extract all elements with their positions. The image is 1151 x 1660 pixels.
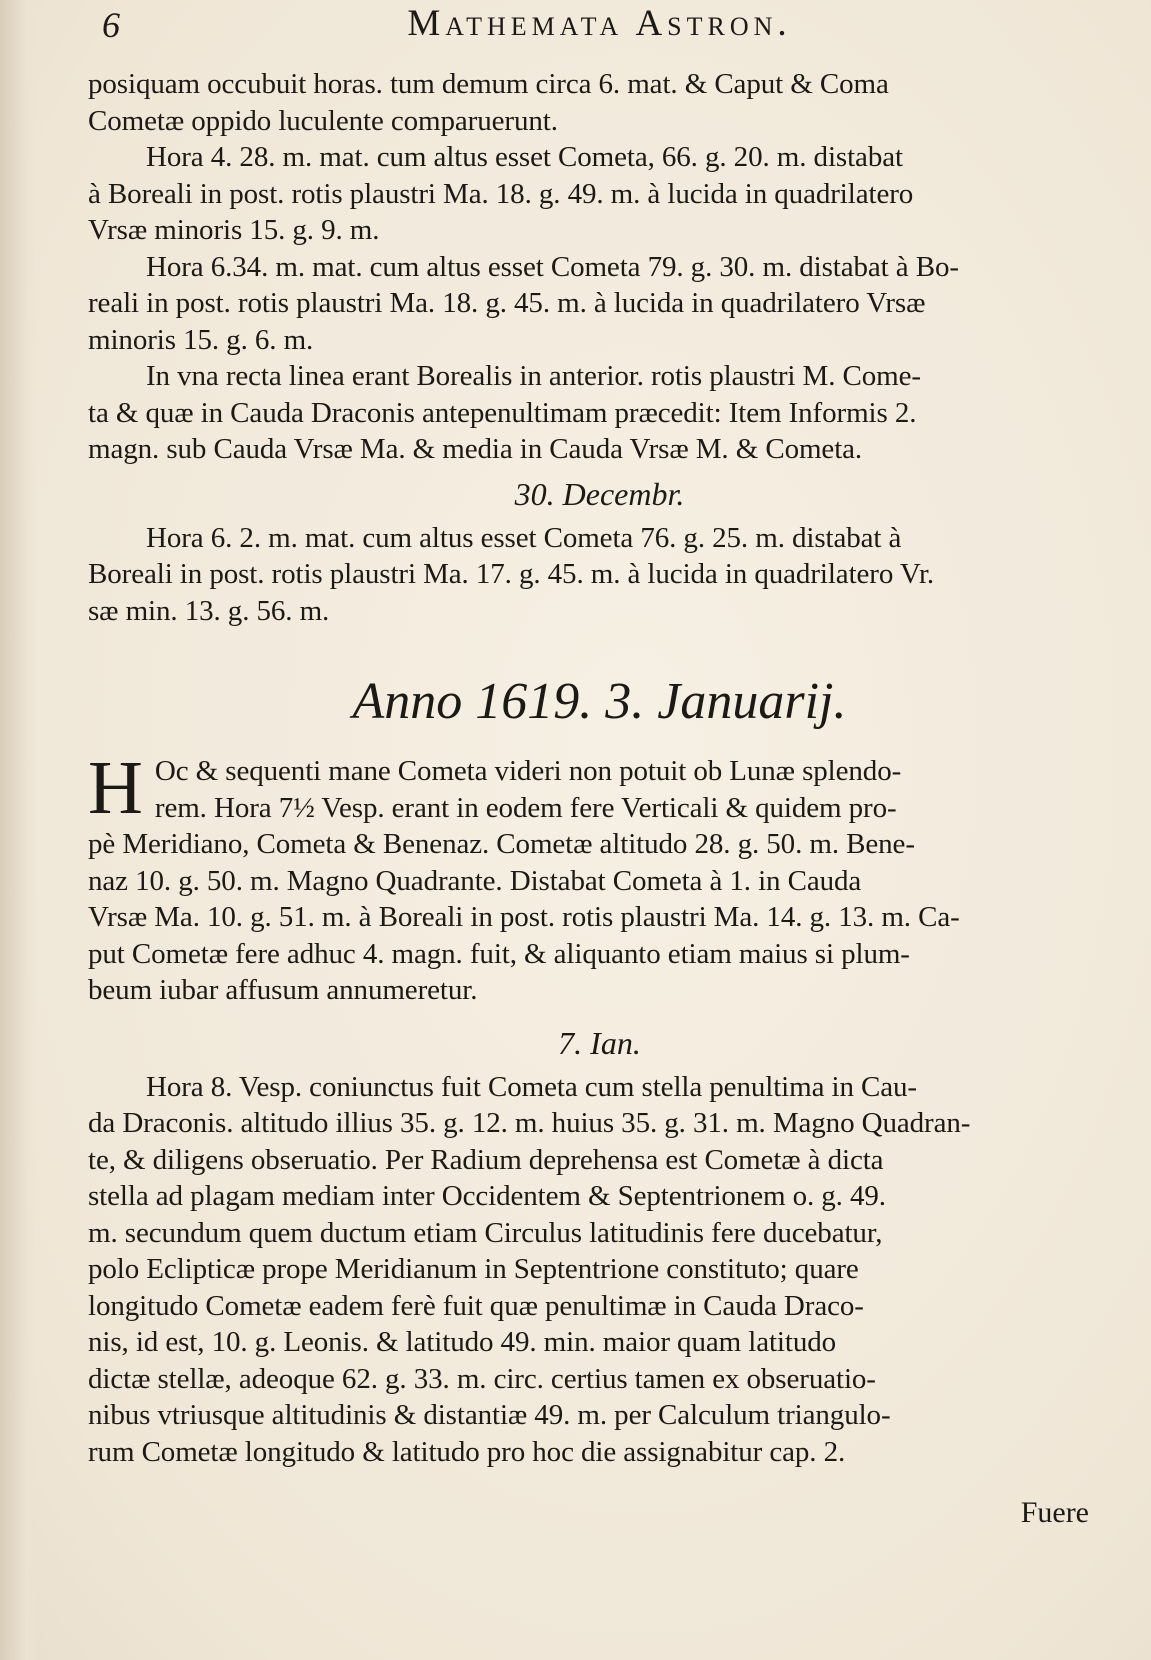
text-line: stella ad plagam mediam inter Occidentem & Septentrionem o. g. 49. (88, 1180, 886, 1212)
text-line: à Boreali in post. rotis plaustri Ma. 18. g. 49. m. à lucida in quadrilatero (88, 177, 914, 210)
text-line: In vna recta linea erant Borealis in anterior. rotis plaustri M. Come- (146, 360, 921, 392)
text-line: Oc & sequenti mane Cometa videri non potuit ob Lunæ splendo- (154, 755, 902, 787)
text-line: Hora 8. Vesp. coniunctus fuit Cometa cum stella penultima in Cau- (146, 1070, 917, 1103)
text-line: longitudo Cometæ eadem ferè fuit quæ penultimæ in Cauda Draco- (88, 1289, 864, 1322)
paragraph-4 (88, 358, 1111, 468)
text-line: Boreali in post. rotis plaustri Ma. 17. g. 45. m. à lucida in quadrilatero Vr. (88, 558, 935, 590)
text-line: Vrsæ Ma. 10. g. 51. m. à Boreali in post. rotis plaustri Ma. 14. g. 13. m. Ca- (88, 901, 960, 933)
year-heading: Anno 1619. 3. Januarij. (352, 673, 847, 730)
page-header (88, 0, 1111, 66)
date-heading-january: 7. Ian. (558, 1024, 641, 1061)
drop-cap: H (88, 746, 143, 830)
text-line: te, & diligens obseruatio. Per Radium deprehensa est Cometæ à dicta (88, 1143, 884, 1176)
text-line: rem. Hora 7½ Vesp. erant in eodem fere Verticali & quidem pro- (154, 791, 897, 824)
text-line: Vrsæ minoris 15. g. 9. m. (88, 214, 380, 246)
text-line: pè Meridiano, Cometa & Benenaz. Cometæ altitudo 28. g. 50. m. Bene- (88, 828, 915, 860)
text-line: minoris 15. g. 6. m. (88, 323, 314, 356)
paragraph-2 (88, 139, 1111, 249)
text-line: ta & quæ in Cauda Draconis antepenultimam præcedit: Item Informis 2. (88, 396, 917, 429)
text-line: m. secundum quem ductum etiam Circulus latitudinis fere ducebatur, (88, 1216, 883, 1249)
catchword: Fuere (1020, 1496, 1089, 1529)
paragraph-6 (88, 746, 1111, 1009)
text-line: Cometæ oppido luculente comparuerunt. (88, 104, 558, 137)
text-line: naz 10. g. 50. m. Magno Quadrante. Distabat Cometa à 1. in Cauda (88, 864, 862, 897)
paragraph-1 (88, 66, 1111, 139)
text-line: sæ min. 13. g. 56. m. (88, 594, 330, 627)
text-line: nibus vtriusque altitudinis & distantiæ 49. m. per Calculum triangulo- (88, 1399, 891, 1431)
paragraph-3 (88, 249, 1111, 359)
text-line: Hora 6. 2. m. mat. cum altus esset Cometa 76. g. 25. m. distabat à (146, 521, 902, 554)
text-line: da Draconis. altitudo illius 35. g. 12. m. huius 35. g. 31. m. Magno Quadran- (88, 1107, 971, 1139)
running-title: Mathemata Astron. (407, 3, 792, 44)
text-line: put Cometæ fere adhuc 4. magn. fuit, & aliquanto etiam maius si plum- (88, 937, 910, 970)
text-line: magn. sub Cauda Vrsæ Ma. & media in Cauda Vrsæ M. & Cometa. (88, 433, 863, 465)
text-line: nis, id est, 10. g. Leonis. & latitudo 49. min. maior quam latitudo (88, 1326, 837, 1358)
text-line: Hora 4. 28. m. mat. cum altus esset Cometa, 66. g. 20. m. distabat (146, 141, 903, 173)
text-line: reali in post. rotis plaustri Ma. 18. g. 45. m. à lucida in quadrilatero Vrsæ (88, 287, 926, 319)
paragraph-5 (88, 520, 1111, 630)
text-line: rum Cometæ longitudo & latitudo pro hoc die assignabitur cap. 2. (88, 1435, 846, 1468)
page-number: 6 (102, 5, 120, 45)
text-line: posiquam occubuit horas. tum demum circa 6. mat. & Caput & Coma (88, 68, 889, 100)
page-binding-shadow (0, 0, 38, 1660)
text-line: dictæ stellæ, adeoque 62. g. 33. m. circ. certius tamen ex obseruatio- (88, 1362, 876, 1395)
text-line: Hora 6.34. m. mat. cum altus esset Cometa 79. g. 30. m. distabat à Bo- (146, 250, 959, 283)
date-heading-december: 30. Decembr. (514, 475, 685, 512)
text-line: polo Eclipticæ prope Meridianum in Septentrione constituto; quare (88, 1253, 859, 1285)
paragraph-7 (88, 1069, 1111, 1471)
text-line: beum iubar affusum annumeretur. (88, 974, 478, 1006)
